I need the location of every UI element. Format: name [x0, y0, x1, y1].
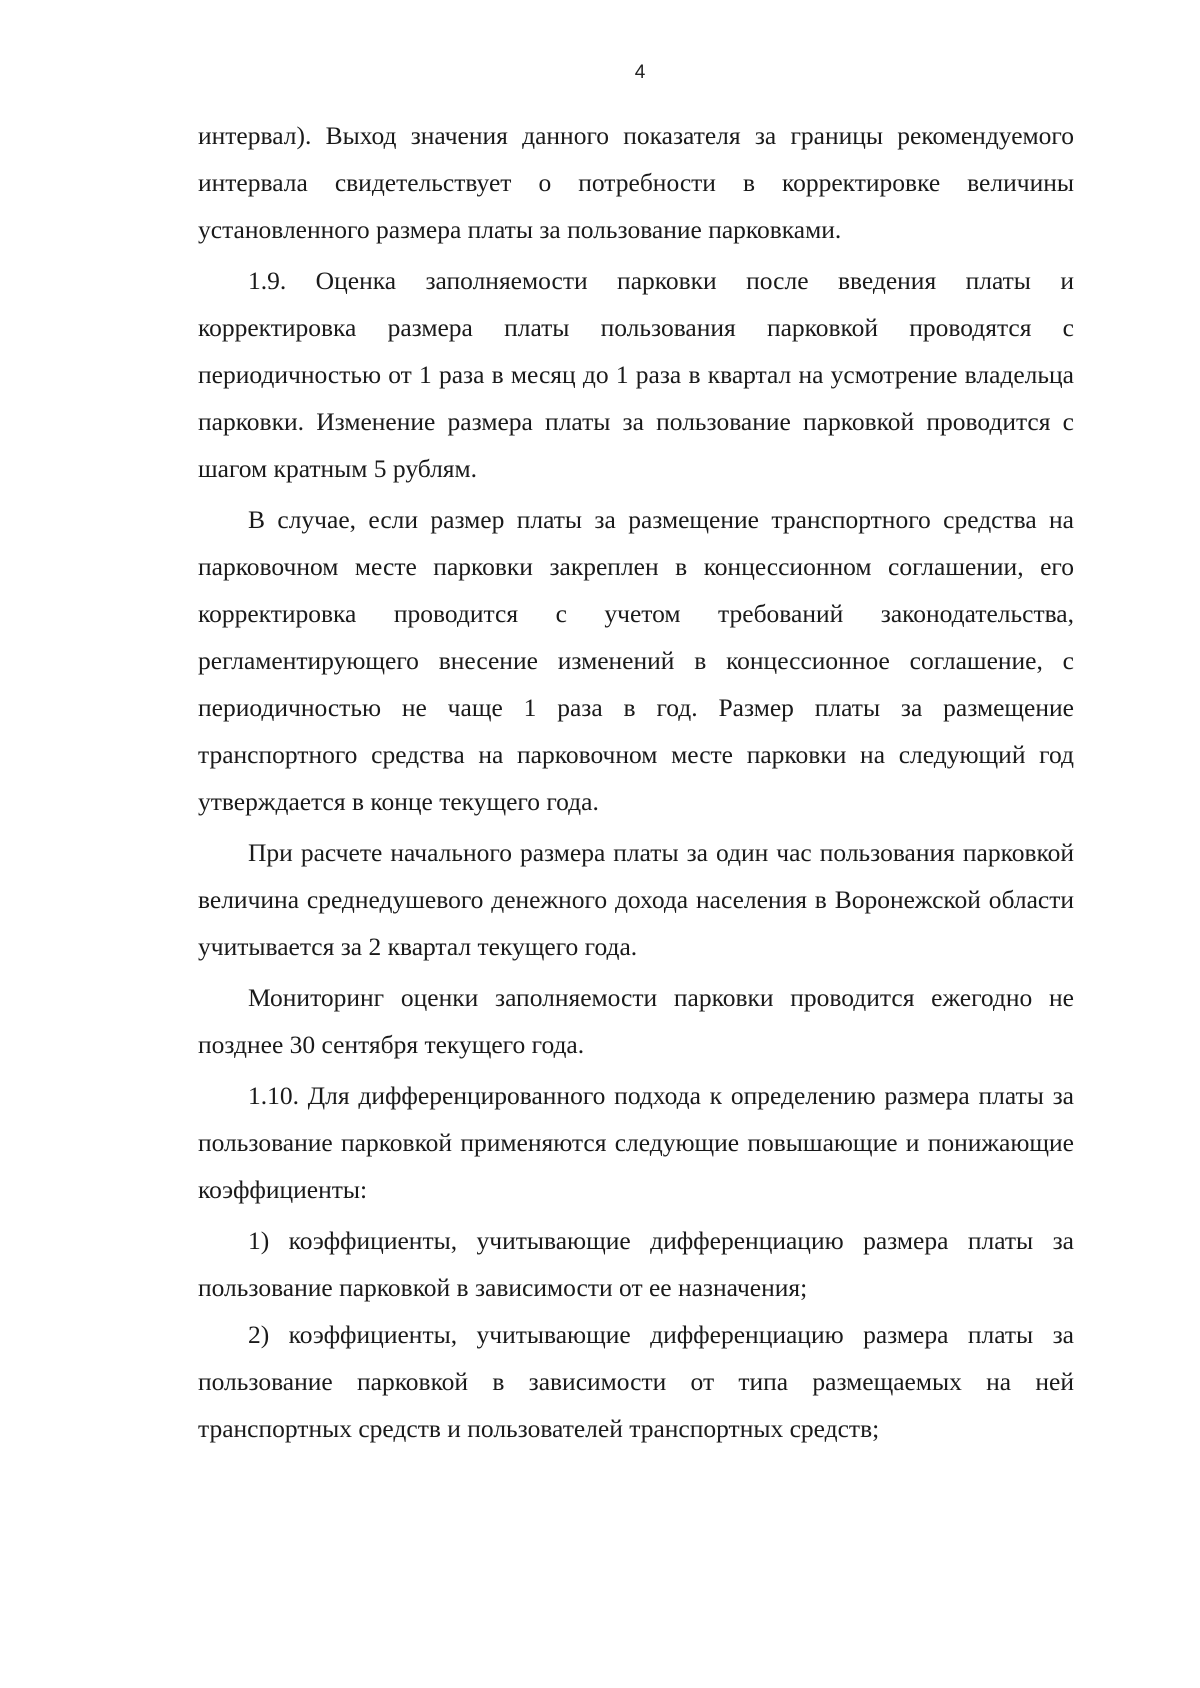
- paragraph-monitoring: Мониторинг оценки заполняемости парковки проводится ежегодно не позднее 30 сентября текущего года.: [198, 983, 1074, 1059]
- page-number: 4: [634, 62, 646, 83]
- list-item-2: 2) коэффициенты, учитывающие дифференциацию размера платы за пользование парковкой в зависимости от типа размещаемых на ней транспортных средств и пользователей транспортных средств;: [198, 1320, 1074, 1443]
- paragraph-interval-continuation: интервал). Выход значения данного показателя за границы рекомендуемого интервала свидетельствует о потребности в корректировке величины установленного размера платы за пользование парковками.: [198, 121, 1074, 244]
- paragraph-1-9: 1.9. Оценка заполняемости парковки после введения платы и корректировка размера платы пользования парковкой проводятся с периодичностью от 1 раза в месяц до 1 раза в квартал на усмотрение владельца парковки. Изменение размера платы за пользование парковкой проводится с шагом кратным 5 рублям.: [198, 266, 1074, 483]
- document-body: [198, 112, 1074, 1456]
- paragraph-1-10: 1.10. Для дифференцированного подхода к определению размера платы за пользование парковкой применяются следующие повышающие и понижающие коэффициенты:: [198, 1081, 1074, 1204]
- paragraph-initial-fee: При расчете начального размера платы за один час пользования парковкой величина среднедушевого денежного дохода населения в Воронежской области учитывается за 2 квартал текущего года.: [198, 838, 1074, 961]
- paragraph-concession: В случае, если размер платы за размещение транспортного средства на парковочном месте парковки закреплен в концессионном соглашении, его корректировка проводится с учетом требований законодательства, регламентирующего внесение изменений в концессионное соглашение, с периодичностью не чаще 1 раза в год. Размер платы за размещение транспортного средства на парковочном месте парковки на следующий год утверждается в конце текущего года.: [198, 505, 1074, 816]
- list-item-1: 1) коэффициенты, учитывающие дифференциацию размера платы за пользование парковкой в зависимости от ее назначения;: [198, 1226, 1074, 1302]
